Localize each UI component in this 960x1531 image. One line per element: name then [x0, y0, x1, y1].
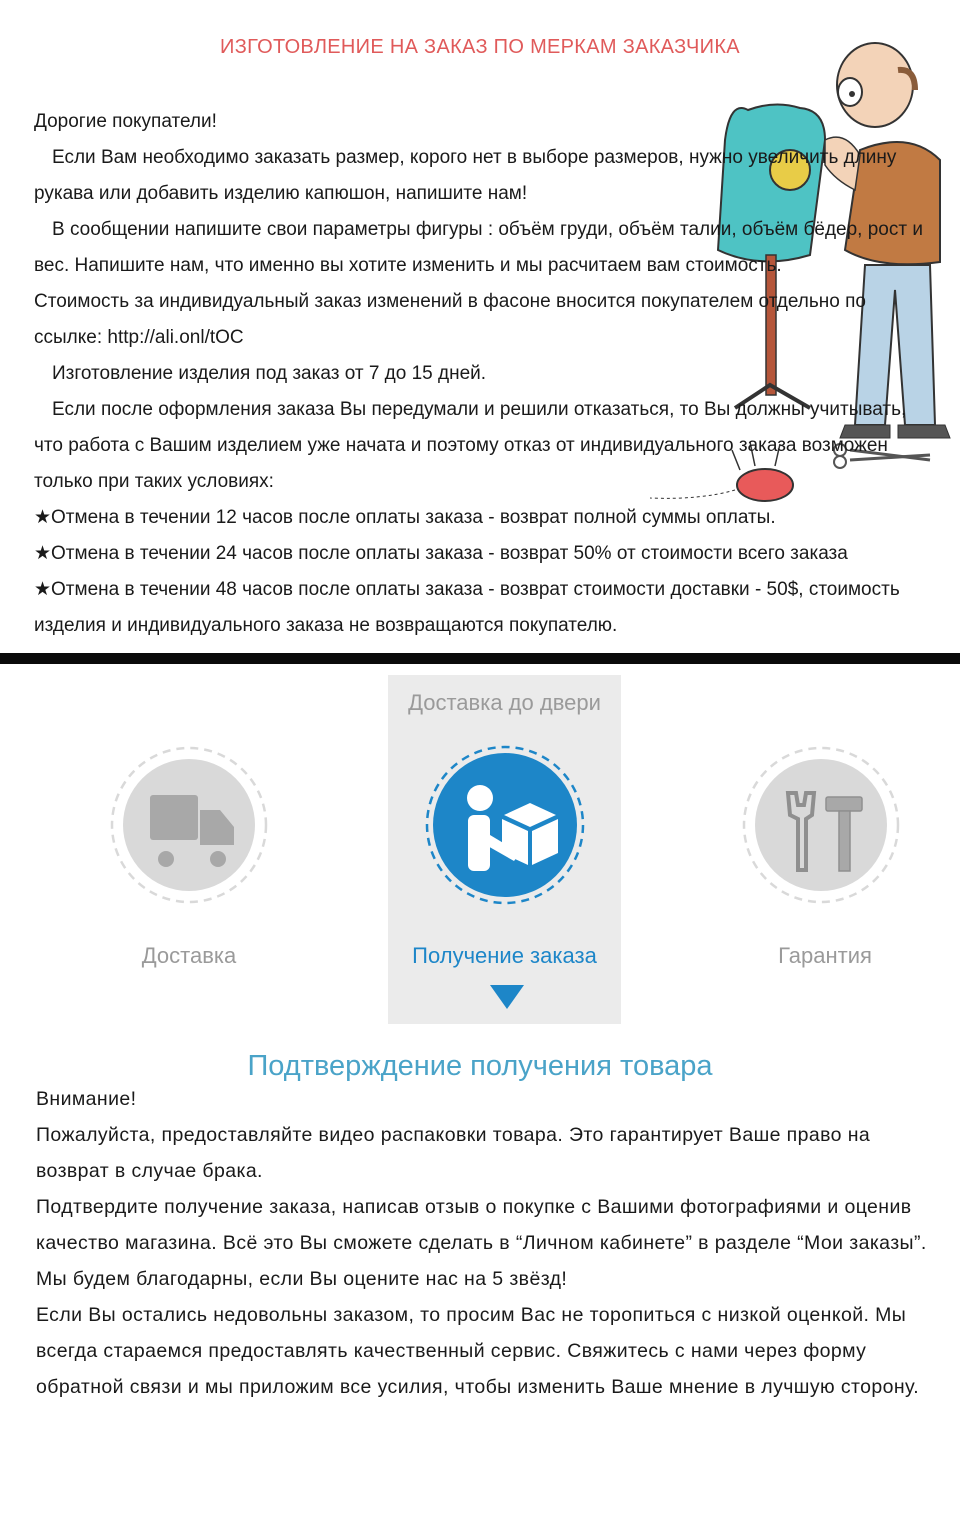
- warranty-step: [740, 735, 902, 915]
- cancel-rule: ★Отмена в течении 12 часов после оплаты заказа - возврат полной суммы оплаты.: [34, 507, 776, 528]
- cancel-rule: ★Отмена в течении 48 часов после оплаты заказа - возврат стоимости доставки - 50$, стоимость изделия и индивидуального заказа не возвращаются покупателю.: [34, 579, 900, 636]
- active-step-heading: Доставка до двери: [408, 690, 601, 715]
- delivery-step: [108, 735, 270, 915]
- page-title: ИЗГОТОВЛЕНИЕ НА ЗАКАЗ ПО МЕРКАМ ЗАКАЗЧИКА: [220, 36, 740, 58]
- intro-paragraph: Если Вам необходимо заказать размер, корого нет в выборе размеров, нужно увеличить длину рукава или добавить изделию капюшон, напишите нам!: [34, 147, 897, 204]
- confirmation-paragraph: Пожалуйста, предоставляйте видео распаковки товара. Это гарантирует Ваше право на возврат в случае брака.: [36, 1124, 871, 1182]
- active-step-arrow-icon: [490, 985, 524, 1009]
- step-label-warranty: Гарантия: [778, 943, 872, 968]
- attention-label: Внимание!: [36, 1088, 137, 1110]
- section-divider: [0, 653, 960, 664]
- receive-order-step: [424, 735, 586, 915]
- confirmation-paragraph: Если Вы остались недовольны заказом, то просим Вас не торопиться с низкой оценкой. Мы всегда стараемся предоставлять качественный сервис. Свяжитесь с нами через форму обратной связи и мы приложим все усилия, чтобы изменить Ваше мнение в лучшую сторону.: [36, 1304, 920, 1398]
- intro-paragraph: Стоимость за индивидуальный заказ изменений в фасоне вносится покупателем отдельно по ссылке: http://ali.onl/tOC: [34, 291, 866, 348]
- cancel-rule: ★Отмена в течении 24 часов после оплаты заказа - возврат 50% от стоимости всего заказа: [34, 543, 848, 564]
- intro-paragraph: Изготовление изделия под заказ от 7 до 15 дней.: [52, 363, 487, 384]
- intro-paragraph: В сообщении напишите свои параметры фигуры : объём груди, объём талии, объём бёдер, рост и вес. Напишите нам, что именно вы хотите изменить и мы расчитаем вам стоимость.: [34, 219, 923, 276]
- confirmation-paragraph: Подтвердите получение заказа, написав отзыв о покупке с Вашими фотографиями и оценив качество магазина. Всё это Вы сможете сделать в “Личном кабинете” в разделе “Мои заказы”. Мы будем благодарны, если Вы оцените нас на 5 звёзд!: [36, 1196, 927, 1290]
- step-label-delivery: Доставка: [141, 943, 237, 968]
- step-label-receive: Получение заказа: [412, 943, 597, 968]
- intro-paragraph: Если после оформления заказа Вы передумали и решили отказаться, то Вы должны учитывать, что работа с Вашим изделием уже начата и поэтому отказ от индивидуального заказа возможен только при таких условиях:: [34, 399, 907, 492]
- confirmation-text: [36, 1081, 936, 1405]
- custom-order-text: [34, 104, 934, 644]
- confirmation-title: Подтверждение получения товара: [247, 1050, 713, 1082]
- greeting: Дорогие покупатели!: [34, 111, 217, 132]
